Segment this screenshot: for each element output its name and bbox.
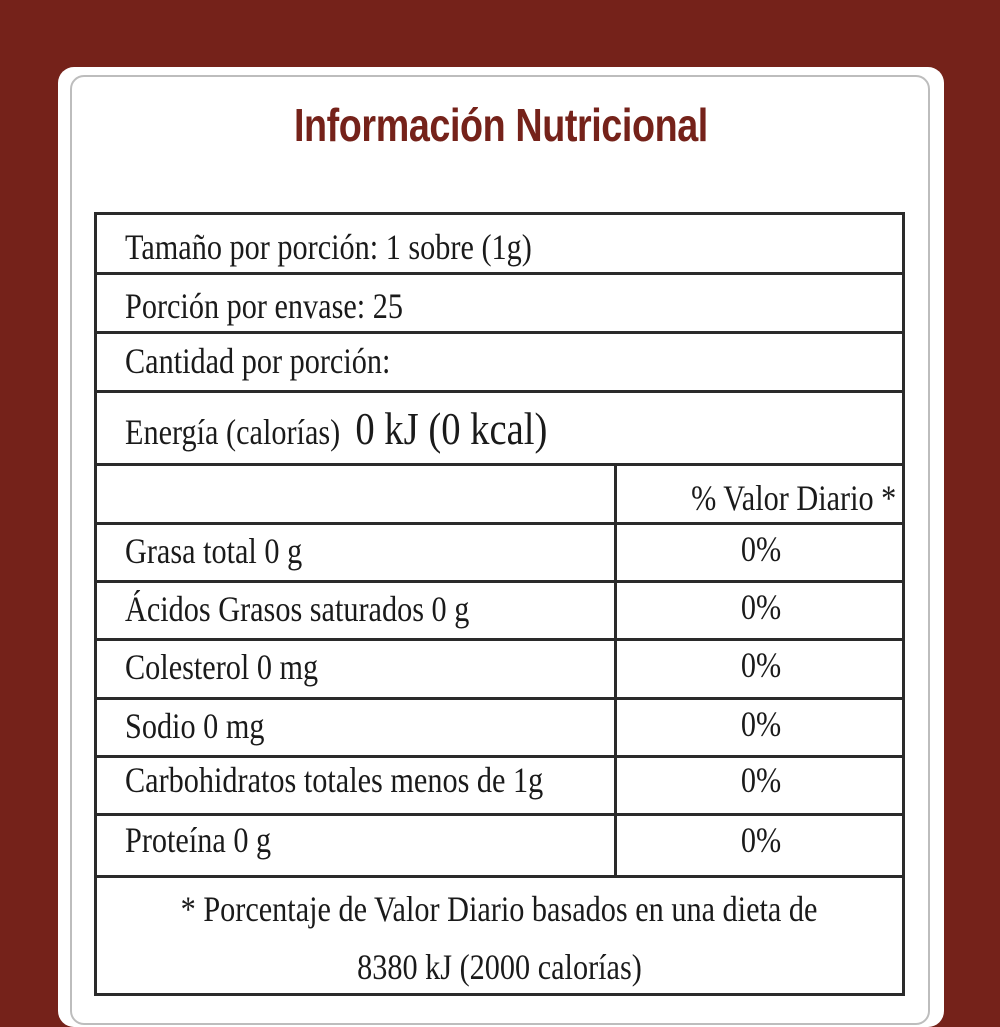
footnote: [97, 880, 902, 996]
nutrient-row: [97, 641, 902, 700]
energy-value: 0 kJ (0 kcal): [355, 403, 548, 454]
servings-per-package-row: [97, 275, 902, 334]
nutrient-daily-value: 0%: [740, 645, 782, 685]
column-divider: [614, 466, 617, 522]
energy-label: Energía (calorías): [125, 412, 341, 452]
nutrient-name: Colesterol 0 mg: [125, 647, 319, 687]
column-divider: [614, 816, 617, 875]
nutrition-facts-table: [94, 212, 905, 996]
nutrient-name: Grasa total 0 g: [125, 531, 303, 571]
serving-size-row: [97, 215, 902, 275]
amount-per-serving-text: Cantidad por porción:: [125, 341, 391, 381]
column-divider: [614, 700, 617, 755]
nutrient-name: Ácidos Grasos saturados 0 g: [125, 589, 470, 629]
nutrient-row: [97, 816, 902, 878]
nutrient-daily-value: 0%: [740, 529, 782, 569]
amount-per-serving-row: [97, 334, 902, 393]
footnote-line-2: 8380 kJ (2000 calorías): [357, 947, 642, 987]
column-divider: [614, 583, 617, 638]
nutrient-name: Sodio 0 mg: [125, 706, 265, 746]
nutrient-name: Carbohidratos totales menos de 1g: [125, 760, 544, 800]
daily-value-header: % Valor Diario *: [690, 478, 896, 518]
daily-value-header-row: [97, 466, 902, 525]
nutrient-daily-value: 0%: [740, 704, 782, 744]
nutrient-row: [97, 758, 902, 816]
footnote-line-1: * Porcentaje de Valor Diario basados en una dieta de: [181, 889, 818, 929]
servings-per-package-text: Porción por envase: 25: [125, 286, 403, 326]
nutrient-daily-value: 0%: [740, 760, 782, 800]
page-title: Información Nutricional: [293, 99, 708, 151]
nutrient-row: [97, 583, 902, 641]
energy-text: [125, 403, 548, 454]
column-divider: [614, 758, 617, 813]
energy-row: [97, 393, 902, 466]
nutrient-daily-value: 0%: [740, 820, 782, 860]
nutrient-row: [97, 700, 902, 758]
nutrient-row: [97, 525, 902, 583]
serving-size-text: Tamaño por porción: 1 sobre (1g): [125, 227, 532, 267]
column-divider: [614, 525, 617, 580]
nutrient-name: Proteína 0 g: [125, 820, 272, 860]
column-divider: [614, 641, 617, 697]
nutrient-daily-value: 0%: [740, 587, 782, 627]
